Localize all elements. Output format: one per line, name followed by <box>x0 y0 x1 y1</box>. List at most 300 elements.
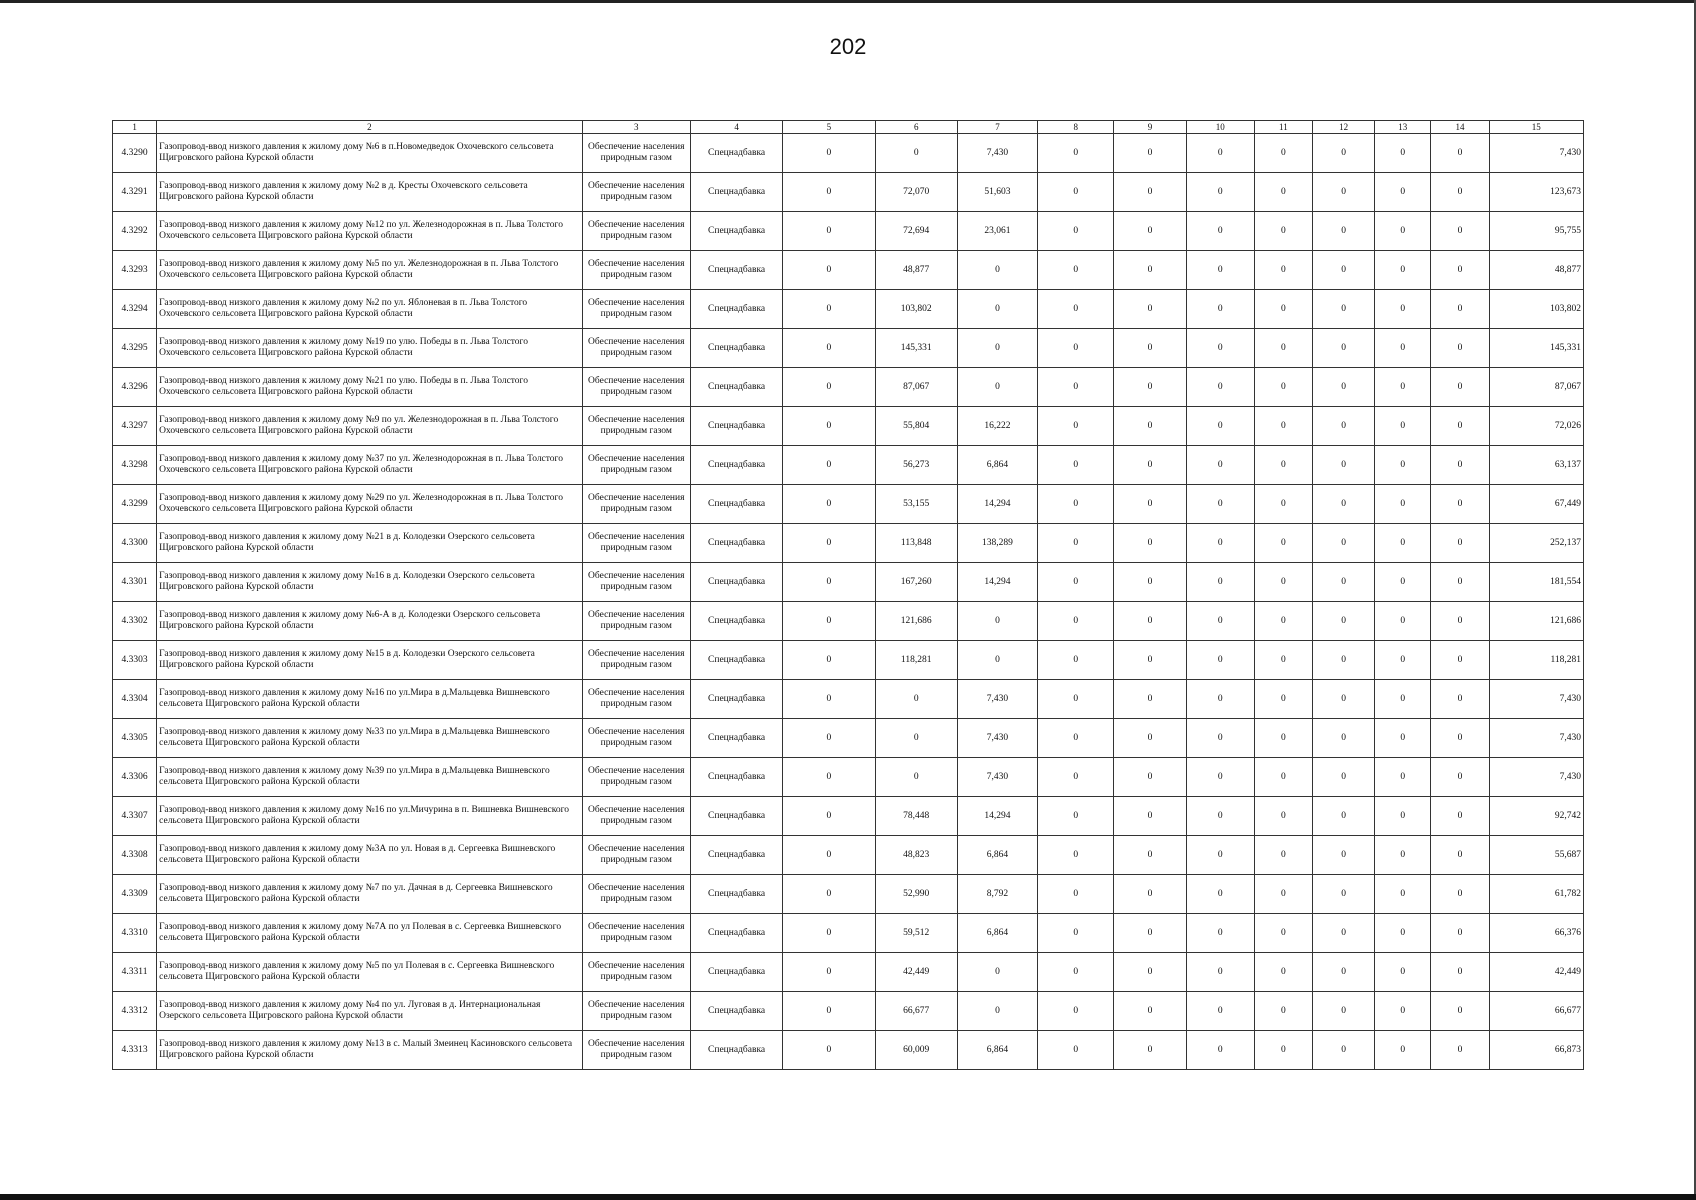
value-col-7: 14,294 <box>957 797 1037 836</box>
value-col-10: 0 <box>1186 251 1254 290</box>
row-code: 4.3305 <box>113 719 157 758</box>
value-col-6: 66,677 <box>875 992 957 1031</box>
value-col-14: 0 <box>1431 134 1489 173</box>
object-name: Газопровод-ввод низкого давления к жилому дому №21 в д. Колодезки Озерского сельсовета Щигровского района Курской области <box>157 524 582 563</box>
funding-source: Спецнадбавка <box>690 953 782 992</box>
scan-bottom-edge <box>0 1194 1696 1200</box>
value-col-12: 0 <box>1312 641 1374 680</box>
value-col-11: 0 <box>1254 875 1312 914</box>
value-col-7: 0 <box>957 251 1037 290</box>
value-col-11: 0 <box>1254 602 1312 641</box>
object-name: Газопровод-ввод низкого давления к жилому дому №39 по ул.Мира в д.Мальцевка Вишневского сельсовета Щигровского района Курской области <box>157 758 582 797</box>
value-col-13: 0 <box>1375 173 1431 212</box>
purpose-cell: Обеспечение населения природным газом <box>582 446 690 485</box>
value-col-6: 0 <box>875 680 957 719</box>
value-col-13: 0 <box>1375 914 1431 953</box>
value-col-13: 0 <box>1375 602 1431 641</box>
value-col-11: 0 <box>1254 836 1312 875</box>
row-code: 4.3302 <box>113 602 157 641</box>
table-row <box>113 719 1584 758</box>
funding-source: Спецнадбавка <box>690 446 782 485</box>
purpose-cell: Обеспечение населения природным газом <box>582 212 690 251</box>
value-col-10: 0 <box>1186 602 1254 641</box>
table-row <box>113 407 1584 446</box>
funding-source: Спецнадбавка <box>690 1031 782 1070</box>
total-value: 7,430 <box>1489 719 1583 758</box>
value-col-12: 0 <box>1312 836 1374 875</box>
value-col-7: 6,864 <box>957 836 1037 875</box>
purpose-cell: Обеспечение населения природным газом <box>582 836 690 875</box>
value-col-12: 0 <box>1312 173 1374 212</box>
value-col-11: 0 <box>1254 446 1312 485</box>
value-col-9: 0 <box>1114 1031 1186 1070</box>
value-col-10: 0 <box>1186 992 1254 1031</box>
row-code: 4.3295 <box>113 329 157 368</box>
value-col-8: 0 <box>1038 563 1114 602</box>
object-name: Газопровод-ввод низкого давления к жилому дому №5 по ул Полевая в с. Сергеевка Вишневского сельсовета Щигровского района Курской области <box>157 953 582 992</box>
object-name: Газопровод-ввод низкого давления к жилому дому №4 по ул. Луговая в д. Интернациональная Озерского сельсовета Щигровского района Курской области <box>157 992 582 1031</box>
value-col-14: 0 <box>1431 485 1489 524</box>
value-col-12: 0 <box>1312 602 1374 641</box>
value-col-7: 0 <box>957 641 1037 680</box>
column-header-1: 1 <box>113 121 157 134</box>
value-col-13: 0 <box>1375 875 1431 914</box>
total-value: 66,677 <box>1489 992 1583 1031</box>
total-value: 42,449 <box>1489 953 1583 992</box>
value-col-10: 0 <box>1186 875 1254 914</box>
table-row <box>113 368 1584 407</box>
value-col-12: 0 <box>1312 563 1374 602</box>
value-col-7: 6,864 <box>957 446 1037 485</box>
value-col-11: 0 <box>1254 485 1312 524</box>
value-col-6: 48,823 <box>875 836 957 875</box>
header-row <box>113 121 1584 134</box>
value-col-10: 0 <box>1186 680 1254 719</box>
object-name: Газопровод-ввод низкого давления к жилому дому №15 в д. Колодезки Озерского сельсовета Щигровского района Курской области <box>157 641 582 680</box>
total-value: 92,742 <box>1489 797 1583 836</box>
value-col-7: 0 <box>957 368 1037 407</box>
value-col-14: 0 <box>1431 290 1489 329</box>
value-col-11: 0 <box>1254 212 1312 251</box>
value-col-12: 0 <box>1312 212 1374 251</box>
value-col-13: 0 <box>1375 251 1431 290</box>
scan-top-edge <box>0 0 1696 3</box>
column-header-13: 13 <box>1375 121 1431 134</box>
row-code: 4.3306 <box>113 758 157 797</box>
value-col-11: 0 <box>1254 1031 1312 1070</box>
value-col-10: 0 <box>1186 407 1254 446</box>
value-col-8: 0 <box>1038 875 1114 914</box>
value-col-14: 0 <box>1431 329 1489 368</box>
value-col-5: 0 <box>783 251 875 290</box>
value-col-6: 72,070 <box>875 173 957 212</box>
value-col-6: 121,686 <box>875 602 957 641</box>
purpose-cell: Обеспечение населения природным газом <box>582 173 690 212</box>
value-col-10: 0 <box>1186 368 1254 407</box>
value-col-13: 0 <box>1375 641 1431 680</box>
object-name: Газопровод-ввод низкого давления к жилому дому №6 в п.Новомедведок Охочевского сельсовета Щигровского района Курской области <box>157 134 582 173</box>
funding-source: Спецнадбавка <box>690 641 782 680</box>
value-col-11: 0 <box>1254 641 1312 680</box>
value-col-5: 0 <box>783 797 875 836</box>
purpose-cell: Обеспечение населения природным газом <box>582 719 690 758</box>
column-header-14: 14 <box>1431 121 1489 134</box>
column-header-12: 12 <box>1312 121 1374 134</box>
value-col-12: 0 <box>1312 368 1374 407</box>
value-col-14: 0 <box>1431 680 1489 719</box>
value-col-14: 0 <box>1431 173 1489 212</box>
total-value: 66,873 <box>1489 1031 1583 1070</box>
value-col-13: 0 <box>1375 329 1431 368</box>
value-col-8: 0 <box>1038 836 1114 875</box>
value-col-11: 0 <box>1254 407 1312 446</box>
value-col-7: 7,430 <box>957 719 1037 758</box>
value-col-7: 0 <box>957 602 1037 641</box>
object-name: Газопровод-ввод низкого давления к жилому дому №33 по ул.Мира в д.Мальцевка Вишневского сельсовета Щигровского района Курской области <box>157 719 582 758</box>
value-col-6: 113,848 <box>875 524 957 563</box>
total-value: 7,430 <box>1489 134 1583 173</box>
row-code: 4.3309 <box>113 875 157 914</box>
value-col-5: 0 <box>783 992 875 1031</box>
value-col-11: 0 <box>1254 173 1312 212</box>
object-name: Газопровод-ввод низкого давления к жилому дому №6-А в д. Колодезки Озерского сельсовета Щигровского района Курской области <box>157 602 582 641</box>
value-col-13: 0 <box>1375 134 1431 173</box>
value-col-10: 0 <box>1186 1031 1254 1070</box>
value-col-11: 0 <box>1254 563 1312 602</box>
value-col-11: 0 <box>1254 719 1312 758</box>
funding-source: Спецнадбавка <box>690 797 782 836</box>
value-col-7: 0 <box>957 329 1037 368</box>
value-col-5: 0 <box>783 602 875 641</box>
purpose-cell: Обеспечение населения природным газом <box>582 992 690 1031</box>
funding-source: Спецнадбавка <box>690 719 782 758</box>
funding-source: Спецнадбавка <box>690 602 782 641</box>
table-row <box>113 914 1584 953</box>
column-header-6: 6 <box>875 121 957 134</box>
value-col-5: 0 <box>783 1031 875 1070</box>
value-col-5: 0 <box>783 329 875 368</box>
value-col-5: 0 <box>783 290 875 329</box>
value-col-12: 0 <box>1312 446 1374 485</box>
funding-source: Спецнадбавка <box>690 914 782 953</box>
table-row <box>113 680 1584 719</box>
row-code: 4.3290 <box>113 134 157 173</box>
value-col-12: 0 <box>1312 1031 1374 1070</box>
value-col-13: 0 <box>1375 836 1431 875</box>
object-name: Газопровод-ввод низкого давления к жилому дому №5 по ул. Железнодорожная в п. Льва Толстого Охочевского сельсовета Щигровского района Курской области <box>157 251 582 290</box>
row-code: 4.3294 <box>113 290 157 329</box>
value-col-14: 0 <box>1431 719 1489 758</box>
object-name: Газопровод-ввод низкого давления к жилому дому №29 по ул. Железнодорожная в п. Льва Толстого Охочевского сельсовета Щигровского района Курской области <box>157 485 582 524</box>
purpose-cell: Обеспечение населения природным газом <box>582 758 690 797</box>
value-col-9: 0 <box>1114 485 1186 524</box>
object-name: Газопровод-ввод низкого давления к жилому дому №12 по ул. Железнодорожная в п. Льва Толстого Охочевского сельсовета Щигровского района Курской области <box>157 212 582 251</box>
value-col-14: 0 <box>1431 446 1489 485</box>
value-col-12: 0 <box>1312 797 1374 836</box>
value-col-13: 0 <box>1375 524 1431 563</box>
total-value: 63,137 <box>1489 446 1583 485</box>
value-col-11: 0 <box>1254 758 1312 797</box>
value-col-6: 48,877 <box>875 251 957 290</box>
column-header-7: 7 <box>957 121 1037 134</box>
value-col-11: 0 <box>1254 290 1312 329</box>
funding-source: Спецнадбавка <box>690 212 782 251</box>
table-row <box>113 212 1584 251</box>
value-col-11: 0 <box>1254 914 1312 953</box>
value-col-6: 0 <box>875 758 957 797</box>
row-code: 4.3300 <box>113 524 157 563</box>
value-col-5: 0 <box>783 836 875 875</box>
value-col-14: 0 <box>1431 524 1489 563</box>
funding-source: Спецнадбавка <box>690 251 782 290</box>
value-col-6: 72,694 <box>875 212 957 251</box>
row-code: 4.3303 <box>113 641 157 680</box>
column-number-header <box>113 121 1584 134</box>
funding-source: Спецнадбавка <box>690 173 782 212</box>
value-col-13: 0 <box>1375 680 1431 719</box>
value-col-6: 59,512 <box>875 914 957 953</box>
value-col-8: 0 <box>1038 134 1114 173</box>
value-col-7: 23,061 <box>957 212 1037 251</box>
value-col-8: 0 <box>1038 485 1114 524</box>
value-col-11: 0 <box>1254 368 1312 407</box>
value-col-12: 0 <box>1312 875 1374 914</box>
value-col-9: 0 <box>1114 953 1186 992</box>
funding-source: Спецнадбавка <box>690 563 782 602</box>
value-col-5: 0 <box>783 914 875 953</box>
purpose-cell: Обеспечение населения природным газом <box>582 914 690 953</box>
total-value: 72,026 <box>1489 407 1583 446</box>
value-col-6: 78,448 <box>875 797 957 836</box>
value-col-12: 0 <box>1312 680 1374 719</box>
value-col-5: 0 <box>783 134 875 173</box>
table-row <box>113 992 1584 1031</box>
total-value: 95,755 <box>1489 212 1583 251</box>
row-code: 4.3297 <box>113 407 157 446</box>
value-col-6: 167,260 <box>875 563 957 602</box>
value-col-10: 0 <box>1186 329 1254 368</box>
column-header-10: 10 <box>1186 121 1254 134</box>
value-col-7: 16,222 <box>957 407 1037 446</box>
value-col-8: 0 <box>1038 251 1114 290</box>
value-col-5: 0 <box>783 680 875 719</box>
total-value: 61,782 <box>1489 875 1583 914</box>
value-col-10: 0 <box>1186 134 1254 173</box>
funding-source: Спецнадбавка <box>690 680 782 719</box>
value-col-9: 0 <box>1114 212 1186 251</box>
value-col-8: 0 <box>1038 953 1114 992</box>
value-col-14: 0 <box>1431 368 1489 407</box>
value-col-12: 0 <box>1312 992 1374 1031</box>
value-col-9: 0 <box>1114 329 1186 368</box>
purpose-cell: Обеспечение населения природным газом <box>582 368 690 407</box>
column-header-5: 5 <box>783 121 875 134</box>
value-col-13: 0 <box>1375 1031 1431 1070</box>
object-name: Газопровод-ввод низкого давления к жилому дому №19 по улю. Победы в п. Льва Толстого Охочевского сельсовета Щигровского района Курской области <box>157 329 582 368</box>
value-col-6: 145,331 <box>875 329 957 368</box>
table-row <box>113 485 1584 524</box>
purpose-cell: Обеспечение населения природным газом <box>582 680 690 719</box>
value-col-9: 0 <box>1114 992 1186 1031</box>
value-col-12: 0 <box>1312 407 1374 446</box>
value-col-8: 0 <box>1038 758 1114 797</box>
value-col-7: 14,294 <box>957 485 1037 524</box>
value-col-9: 0 <box>1114 797 1186 836</box>
object-name: Газопровод-ввод низкого давления к жилому дому №2 в д. Кресты Охочевского сельсовета Щигровского района Курской области <box>157 173 582 212</box>
total-value: 87,067 <box>1489 368 1583 407</box>
value-col-8: 0 <box>1038 173 1114 212</box>
table-row <box>113 446 1584 485</box>
object-name: Газопровод-ввод низкого давления к жилому дому №16 по ул.Мичурина в п. Вишневка Вишневского сельсовета Щигровского района Курской области <box>157 797 582 836</box>
value-col-9: 0 <box>1114 641 1186 680</box>
purpose-cell: Обеспечение населения природным газом <box>582 524 690 563</box>
value-col-13: 0 <box>1375 563 1431 602</box>
value-col-8: 0 <box>1038 368 1114 407</box>
object-name: Газопровод-ввод низкого давления к жилому дому №13 в с. Малый Змеинец Касиновского сельсовета Щигровского района Курской области <box>157 1031 582 1070</box>
value-col-10: 0 <box>1186 212 1254 251</box>
value-col-13: 0 <box>1375 446 1431 485</box>
value-col-11: 0 <box>1254 680 1312 719</box>
total-value: 7,430 <box>1489 680 1583 719</box>
total-value: 55,687 <box>1489 836 1583 875</box>
funding-source: Спецнадбавка <box>690 836 782 875</box>
value-col-9: 0 <box>1114 446 1186 485</box>
table-row <box>113 1031 1584 1070</box>
value-col-5: 0 <box>783 758 875 797</box>
table-row <box>113 290 1584 329</box>
value-col-12: 0 <box>1312 329 1374 368</box>
funding-source: Спецнадбавка <box>690 524 782 563</box>
value-col-5: 0 <box>783 719 875 758</box>
value-col-5: 0 <box>783 446 875 485</box>
value-col-8: 0 <box>1038 914 1114 953</box>
value-col-14: 0 <box>1431 1031 1489 1070</box>
value-col-6: 103,802 <box>875 290 957 329</box>
value-col-10: 0 <box>1186 953 1254 992</box>
value-col-13: 0 <box>1375 797 1431 836</box>
value-col-6: 53,155 <box>875 485 957 524</box>
table-body <box>113 134 1584 1070</box>
value-col-5: 0 <box>783 524 875 563</box>
value-col-7: 138,289 <box>957 524 1037 563</box>
table-row <box>113 758 1584 797</box>
value-col-9: 0 <box>1114 368 1186 407</box>
value-col-6: 118,281 <box>875 641 957 680</box>
value-col-9: 0 <box>1114 719 1186 758</box>
value-col-13: 0 <box>1375 485 1431 524</box>
table-row <box>113 173 1584 212</box>
value-col-10: 0 <box>1186 797 1254 836</box>
value-col-9: 0 <box>1114 290 1186 329</box>
value-col-8: 0 <box>1038 407 1114 446</box>
row-code: 4.3291 <box>113 173 157 212</box>
purpose-cell: Обеспечение населения природным газом <box>582 407 690 446</box>
value-col-6: 52,990 <box>875 875 957 914</box>
total-value: 121,686 <box>1489 602 1583 641</box>
value-col-10: 0 <box>1186 446 1254 485</box>
purpose-cell: Обеспечение населения природным газом <box>582 485 690 524</box>
purpose-cell: Обеспечение населения природным газом <box>582 134 690 173</box>
table-row <box>113 134 1584 173</box>
table-row <box>113 797 1584 836</box>
value-col-8: 0 <box>1038 680 1114 719</box>
value-col-10: 0 <box>1186 914 1254 953</box>
value-col-5: 0 <box>783 212 875 251</box>
value-col-8: 0 <box>1038 290 1114 329</box>
value-col-9: 0 <box>1114 524 1186 563</box>
object-name: Газопровод-ввод низкого давления к жилому дому №16 по ул.Мира в д.Мальцевка Вишневского сельсовета Щигровского района Курской области <box>157 680 582 719</box>
value-col-11: 0 <box>1254 953 1312 992</box>
column-header-3: 3 <box>582 121 690 134</box>
value-col-13: 0 <box>1375 290 1431 329</box>
value-col-12: 0 <box>1312 524 1374 563</box>
table-row <box>113 563 1584 602</box>
value-col-7: 14,294 <box>957 563 1037 602</box>
funding-source: Спецнадбавка <box>690 134 782 173</box>
value-col-13: 0 <box>1375 719 1431 758</box>
value-col-11: 0 <box>1254 251 1312 290</box>
purpose-cell: Обеспечение населения природным газом <box>582 290 690 329</box>
value-col-11: 0 <box>1254 329 1312 368</box>
value-col-14: 0 <box>1431 602 1489 641</box>
value-col-9: 0 <box>1114 758 1186 797</box>
page-number: 202 <box>829 34 867 59</box>
value-col-11: 0 <box>1254 134 1312 173</box>
row-code: 4.3308 <box>113 836 157 875</box>
total-value: 48,877 <box>1489 251 1583 290</box>
value-col-13: 0 <box>1375 992 1431 1031</box>
purpose-cell: Обеспечение населения природным газом <box>582 1031 690 1070</box>
value-col-9: 0 <box>1114 563 1186 602</box>
value-col-13: 0 <box>1375 368 1431 407</box>
column-header-9: 9 <box>1114 121 1186 134</box>
value-col-5: 0 <box>783 368 875 407</box>
value-col-13: 0 <box>1375 953 1431 992</box>
value-col-9: 0 <box>1114 251 1186 290</box>
value-col-10: 0 <box>1186 719 1254 758</box>
value-col-5: 0 <box>783 173 875 212</box>
total-value: 145,331 <box>1489 329 1583 368</box>
value-col-14: 0 <box>1431 407 1489 446</box>
value-col-10: 0 <box>1186 290 1254 329</box>
object-name: Газопровод-ввод низкого давления к жилому дому №3А по ул. Новая в д. Сергеевка Вишневского сельсовета Щигровского района Курской области <box>157 836 582 875</box>
purpose-cell: Обеспечение населения природным газом <box>582 602 690 641</box>
value-col-10: 0 <box>1186 758 1254 797</box>
row-code: 4.3304 <box>113 680 157 719</box>
value-col-14: 0 <box>1431 758 1489 797</box>
value-col-9: 0 <box>1114 407 1186 446</box>
value-col-12: 0 <box>1312 290 1374 329</box>
table-row <box>113 875 1584 914</box>
row-code: 4.3296 <box>113 368 157 407</box>
value-col-12: 0 <box>1312 251 1374 290</box>
object-name: Газопровод-ввод низкого давления к жилому дому №37 по ул. Железнодорожная в п. Льва Толстого Охочевского сельсовета Щигровского района Курской области <box>157 446 582 485</box>
value-col-6: 0 <box>875 134 957 173</box>
value-col-14: 0 <box>1431 992 1489 1031</box>
table-row <box>113 641 1584 680</box>
funding-source: Спецнадбавка <box>690 290 782 329</box>
funding-source: Спецнадбавка <box>690 329 782 368</box>
value-col-14: 0 <box>1431 641 1489 680</box>
value-col-10: 0 <box>1186 173 1254 212</box>
table-row <box>113 602 1584 641</box>
value-col-6: 56,273 <box>875 446 957 485</box>
value-col-9: 0 <box>1114 875 1186 914</box>
total-value: 67,449 <box>1489 485 1583 524</box>
value-col-5: 0 <box>783 953 875 992</box>
value-col-7: 7,430 <box>957 134 1037 173</box>
funding-source: Спецнадбавка <box>690 758 782 797</box>
